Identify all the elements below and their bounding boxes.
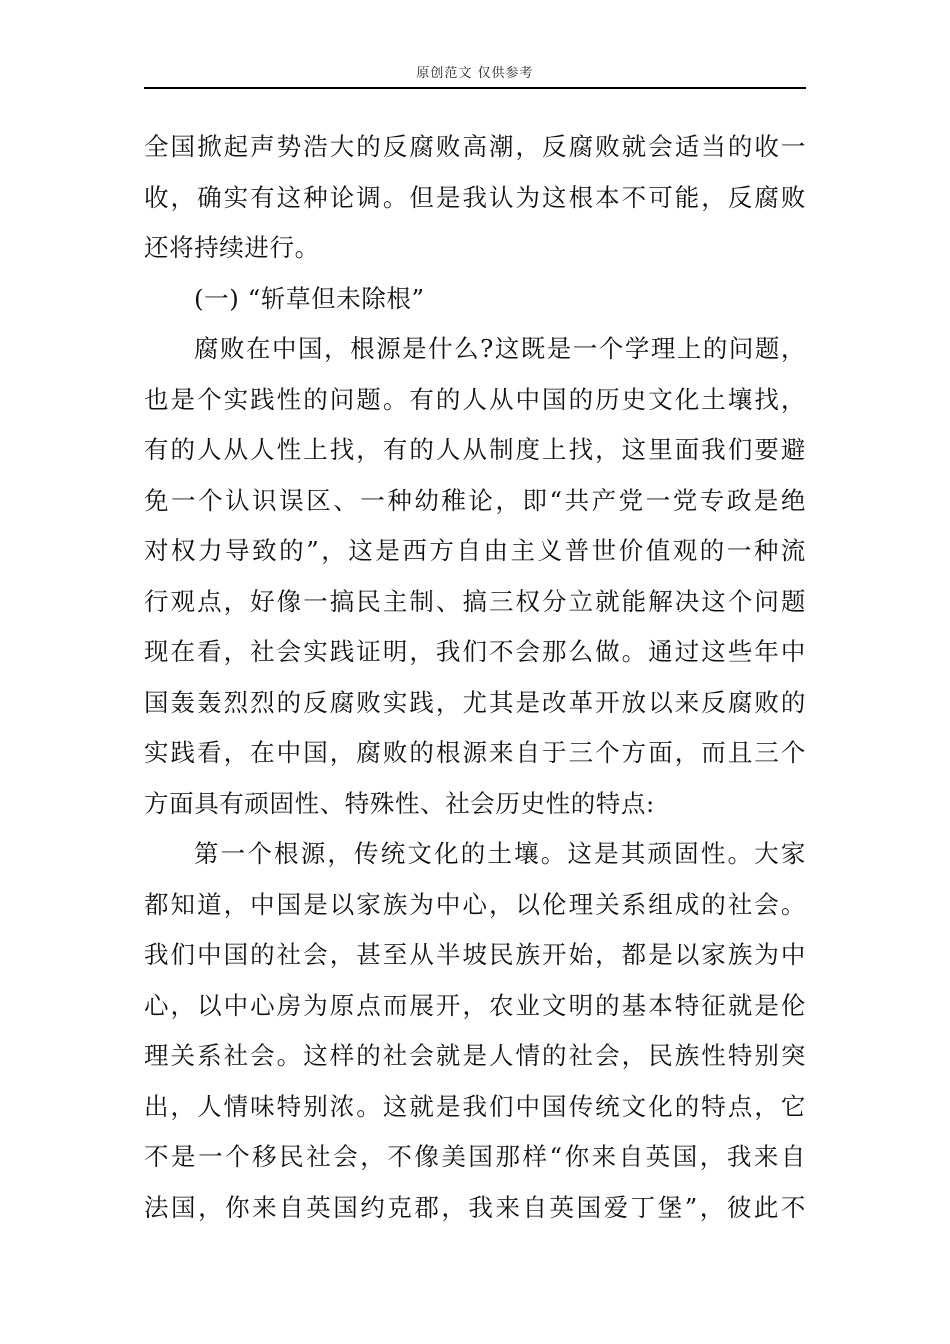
text-line: 心，以中心房为原点而展开，农业文明的基本特征就是伦 bbox=[144, 990, 806, 1020]
section-heading: (一) “斩草但未除根” bbox=[194, 283, 425, 313]
text-line: 我们中国的社会，甚至从半坡民族开始，都是以家族为中 bbox=[144, 940, 806, 969]
text-line: 行观点，好像一搞民主制、搞三权分立就能解决这个问题 bbox=[144, 586, 806, 616]
text-line: 国轰轰烈烈的反腐败实践，尤其是改革开放以来反腐败的 bbox=[144, 687, 806, 717]
text-line: 理关系社会。这样的社会就是人情的社会，民族性特别突 bbox=[144, 1041, 806, 1070]
text-line: 不是一个移民社会，不像美国那样“你来自英国，我来自 bbox=[144, 1142, 806, 1171]
text-line: 腐败在中国，根源是什么?这既是一个学理上的问题， bbox=[194, 334, 806, 363]
text-line: 实践看，在中国，腐败的根源来自于三个方面，而且三个 bbox=[144, 738, 806, 767]
text-line: 有的人从人性上找，有的人从制度上找，这里面我们要避 bbox=[144, 435, 806, 464]
text-line: 都知道，中国是以家族为中心，以伦理关系组成的社会。 bbox=[144, 889, 806, 919]
text-line: 法国，你来自英国约克郡，我来自英国爱丁堡”，彼此不 bbox=[144, 1192, 806, 1222]
text-line: 出，人情味特别浓。这就是我们中国传统文化的特点，它 bbox=[144, 1091, 806, 1121]
document-body bbox=[144, 122, 806, 1233]
text-line: 全国掀起声势浩大的反腐败高潮，反腐败就会适当的收一 bbox=[144, 132, 806, 161]
text-line: 收，确实有这种论调。但是我认为这根本不可能，反腐败 bbox=[144, 182, 806, 212]
text-line: 对权力导致的”，这是西方自由主义普世价值观的一种流 bbox=[144, 536, 806, 565]
page-header bbox=[144, 62, 806, 89]
header-text: 原创范文 仅供参考 bbox=[416, 66, 534, 81]
text-line: 免一个认识误区、一种幼稚论，即“共产党一党专政是绝 bbox=[144, 485, 806, 515]
text-line: 也是个实践性的问题。有的人从中国的历史文化土壤找， bbox=[144, 384, 806, 414]
text-line: 第一个根源，传统文化的土壤。这是其顽固性。大家 bbox=[194, 839, 806, 868]
text-line: 方面具有顽固性、特殊性、社会历史性的特点: bbox=[144, 788, 655, 818]
text-line: 现在看，社会实践证明，我们不会那么做。通过这些年中 bbox=[144, 637, 806, 666]
text-line: 还将持续进行。 bbox=[144, 233, 320, 262]
